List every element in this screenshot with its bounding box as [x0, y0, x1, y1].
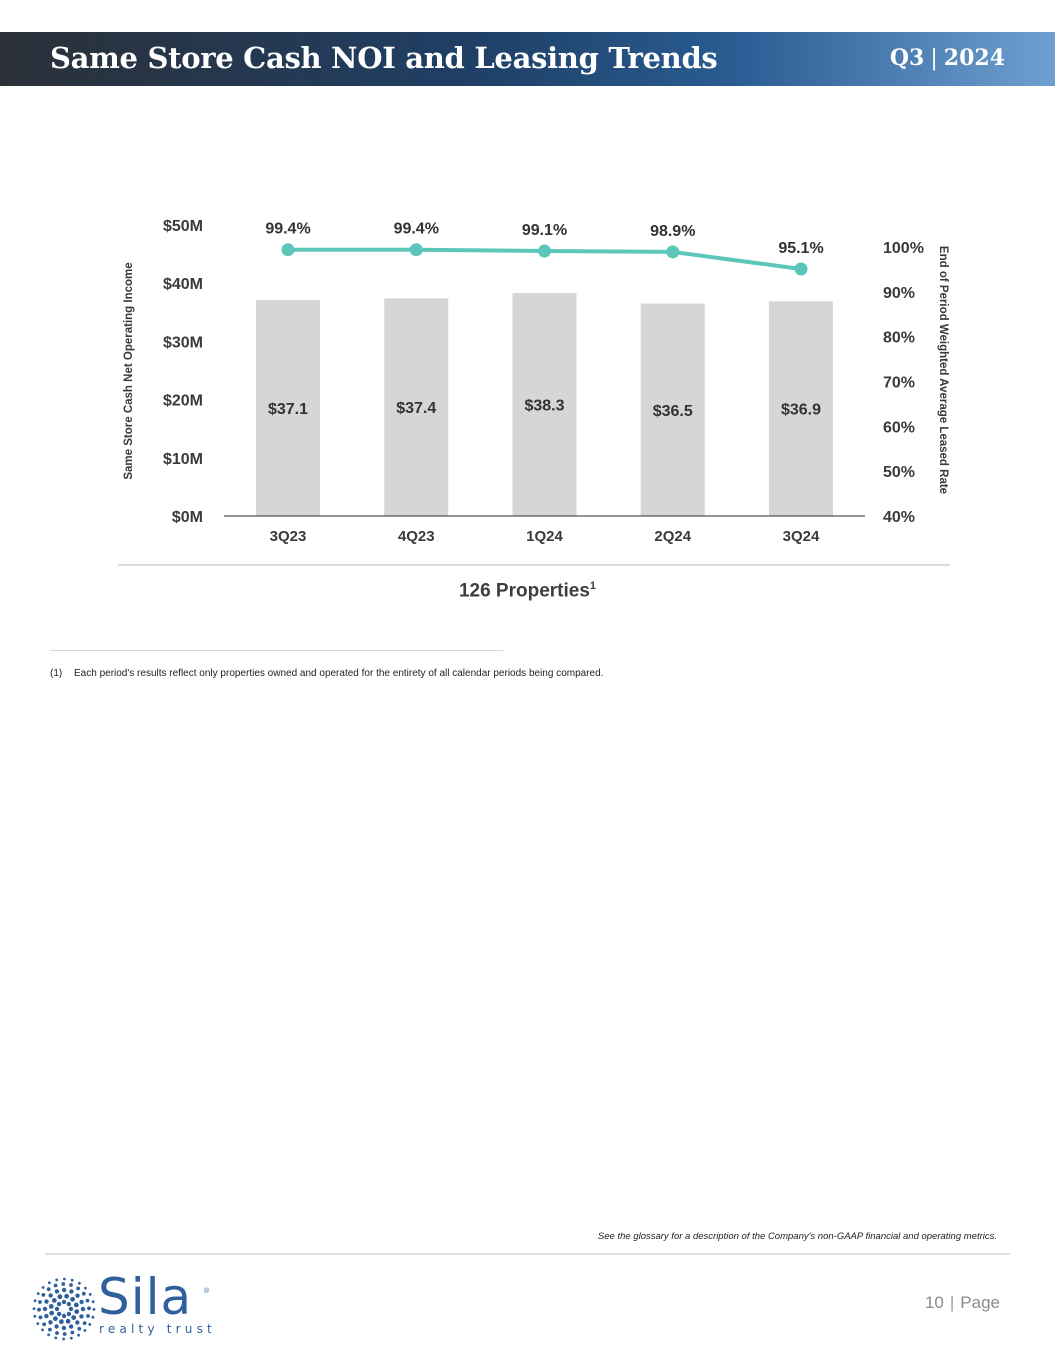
noi-bar-label: $36.5	[652, 402, 693, 420]
leased-rate-label: 98.9%	[650, 222, 696, 240]
glossary-note: See the glossary for a description of the Company's non-GAAP financial and operating metrics.	[597, 1231, 997, 1242]
x-axis-tick-label: 4Q23	[397, 528, 435, 545]
footnote-divider	[50, 650, 503, 651]
left-axis-tick-label: $10M	[162, 450, 203, 468]
period-separator: |	[930, 46, 938, 71]
leased-rate-point	[666, 245, 679, 258]
page-number	[925, 1293, 1000, 1313]
leased-rate-point	[410, 243, 423, 256]
right-axis-tick-label: 50%	[883, 464, 916, 482]
logo-registered-mark: ®	[204, 1288, 210, 1295]
x-axis-tick-label: 3Q24	[782, 528, 820, 545]
leased-rate-point	[795, 262, 808, 275]
x-axis-tick-label: 2Q24	[654, 528, 692, 545]
noi-bar-label: $36.9	[780, 401, 822, 419]
leased-rate-point	[538, 245, 551, 258]
right-axis-title: End of Period Weighted Average Leased Rate	[937, 245, 949, 495]
page-number-value: 10	[924, 1293, 944, 1312]
footnote-number: (1)	[50, 668, 63, 679]
leased-rate-label: 95.1%	[778, 239, 824, 257]
noi-bar-label: $37.1	[267, 401, 309, 419]
x-axis-tick-label: 1Q24	[526, 528, 563, 545]
footnote-ref: 1	[589, 580, 597, 592]
left-axis-tick-label: $30M	[162, 334, 203, 352]
leased-rate-label: 99.4%	[393, 220, 439, 238]
left-axis-title: Same Store Cash Net Operating Income	[123, 262, 135, 480]
right-axis-tick-label: 90%	[883, 284, 916, 302]
left-axis-tick-label: $50M	[162, 218, 203, 235]
leased-rate-label: 99.4%	[265, 220, 311, 238]
footer-divider	[45, 1253, 1010, 1255]
footnote	[50, 668, 603, 679]
right-axis-tick-label: 60%	[883, 419, 916, 437]
report-quarter: Q3	[889, 45, 925, 71]
logo-wordmark: Sila	[98, 1268, 193, 1326]
right-axis-tick-label: 70%	[883, 374, 916, 392]
logo-tagline: realty trust	[99, 1322, 216, 1336]
right-axis-tick-label: 40%	[883, 509, 916, 526]
leased-rate-point	[282, 243, 295, 256]
sunburst-logo-icon	[32, 1276, 96, 1342]
page-label: Page	[960, 1293, 1000, 1312]
page-title: Same Store Cash NOI and Leasing Trends	[50, 41, 718, 75]
right-axis-tick-label: 80%	[883, 329, 916, 347]
left-axis-tick-label: $40M	[162, 276, 203, 294]
sila-logo	[32, 1268, 232, 1342]
left-axis-tick-label: $0M	[171, 509, 203, 526]
noi-bar-label: $38.3	[524, 397, 565, 415]
footnote-text: Each period's results reflect only properties owned and operated for the entirety of all calendar periods being compared.	[74, 668, 604, 679]
noi-leasing-chart	[0, 0, 1055, 620]
report-year: 2024	[943, 45, 1005, 71]
noi-bar-label: $37.4	[396, 400, 437, 418]
chart-subtitle	[0, 580, 1055, 602]
right-axis-tick-label: 100%	[883, 240, 924, 257]
page-number-separator: |	[949, 1293, 955, 1312]
leased-rate-label: 99.1%	[521, 222, 568, 240]
chart-subtitle-text: 126 Properties	[458, 580, 590, 602]
left-axis-tick-label: $20M	[162, 392, 203, 410]
x-axis-tick-label: 3Q23	[269, 528, 307, 545]
